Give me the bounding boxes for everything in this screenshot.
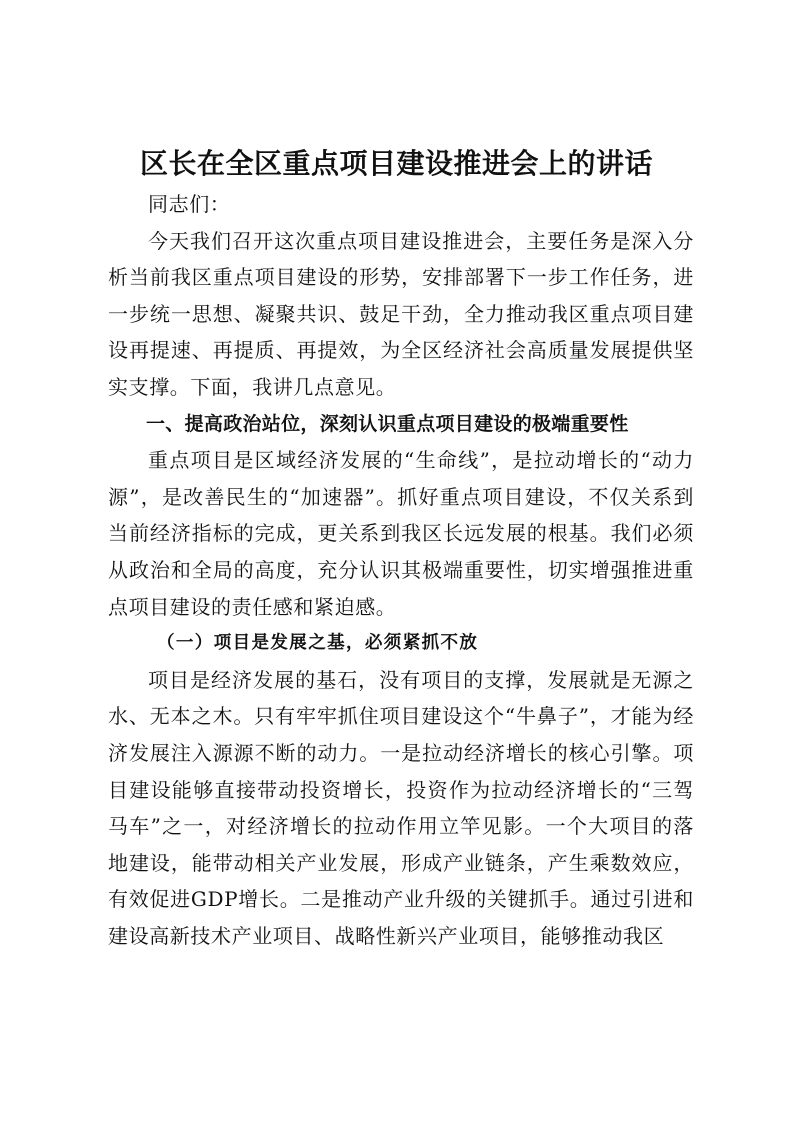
document-body (108, 186, 694, 954)
document-title: 区长在全区重点项目建设推进会上的讲话 (139, 147, 653, 180)
subsection-heading-1: （一）项目是发展之基，必须紧抓不放 (157, 633, 479, 654)
paragraph-subsection-1: 项目是经济发展的基石，没有项目的支撑，发展就是无源之水、无本之木。只有牢牢抓住项目建设这个“牛鼻子”，才能为经济发展注入源源不断的动力。一是拉动经济增长的核心引擎。项目建设能够直接带动投资增长，投资作为拉动经济增长的“三驾马车”之一，对经济增长的拉动作用立竿见影。一个大项目的落地建设，能带动相关产业发展，形成产业链条，产生乘数效应，有效促进GDP增长。二是推动产业升级的关键抓手。通过引进和建设高新技术产业项目、战略性新兴产业项目，能够推动我区 (108, 667, 694, 948)
section-heading-1: 一、提高政治站位，深刻认识重点项目建设的极端重要性 (146, 412, 629, 435)
paragraph-section-1: 重点项目是区域经济发展的“生命线”，是拉动增长的“动力源”，是改善民生的“加速器”。抓好重点项目建设，不仅关系到当前经济指标的完成，更关系到我区长远发展的根基。我们必须从政治和全局的高度，充分认识其极端重要性，切实增强推进重点项目建设的责任感和紧迫感。 (108, 448, 694, 619)
salutation: 同志们： (148, 192, 231, 216)
paragraph-intro: 今天我们召开这次重点项目建设推进会，主要任务是深入分析当前我区重点项目建设的形势，安排部署下一步工作任务，进一步统一思想、凝聚共识、鼓足干劲，全力推动我区重点项目建设再提速、再提质、再提效，为全区经济社会高质量发展提供坚实支撑。下面，我讲几点意见。 (108, 228, 694, 399)
